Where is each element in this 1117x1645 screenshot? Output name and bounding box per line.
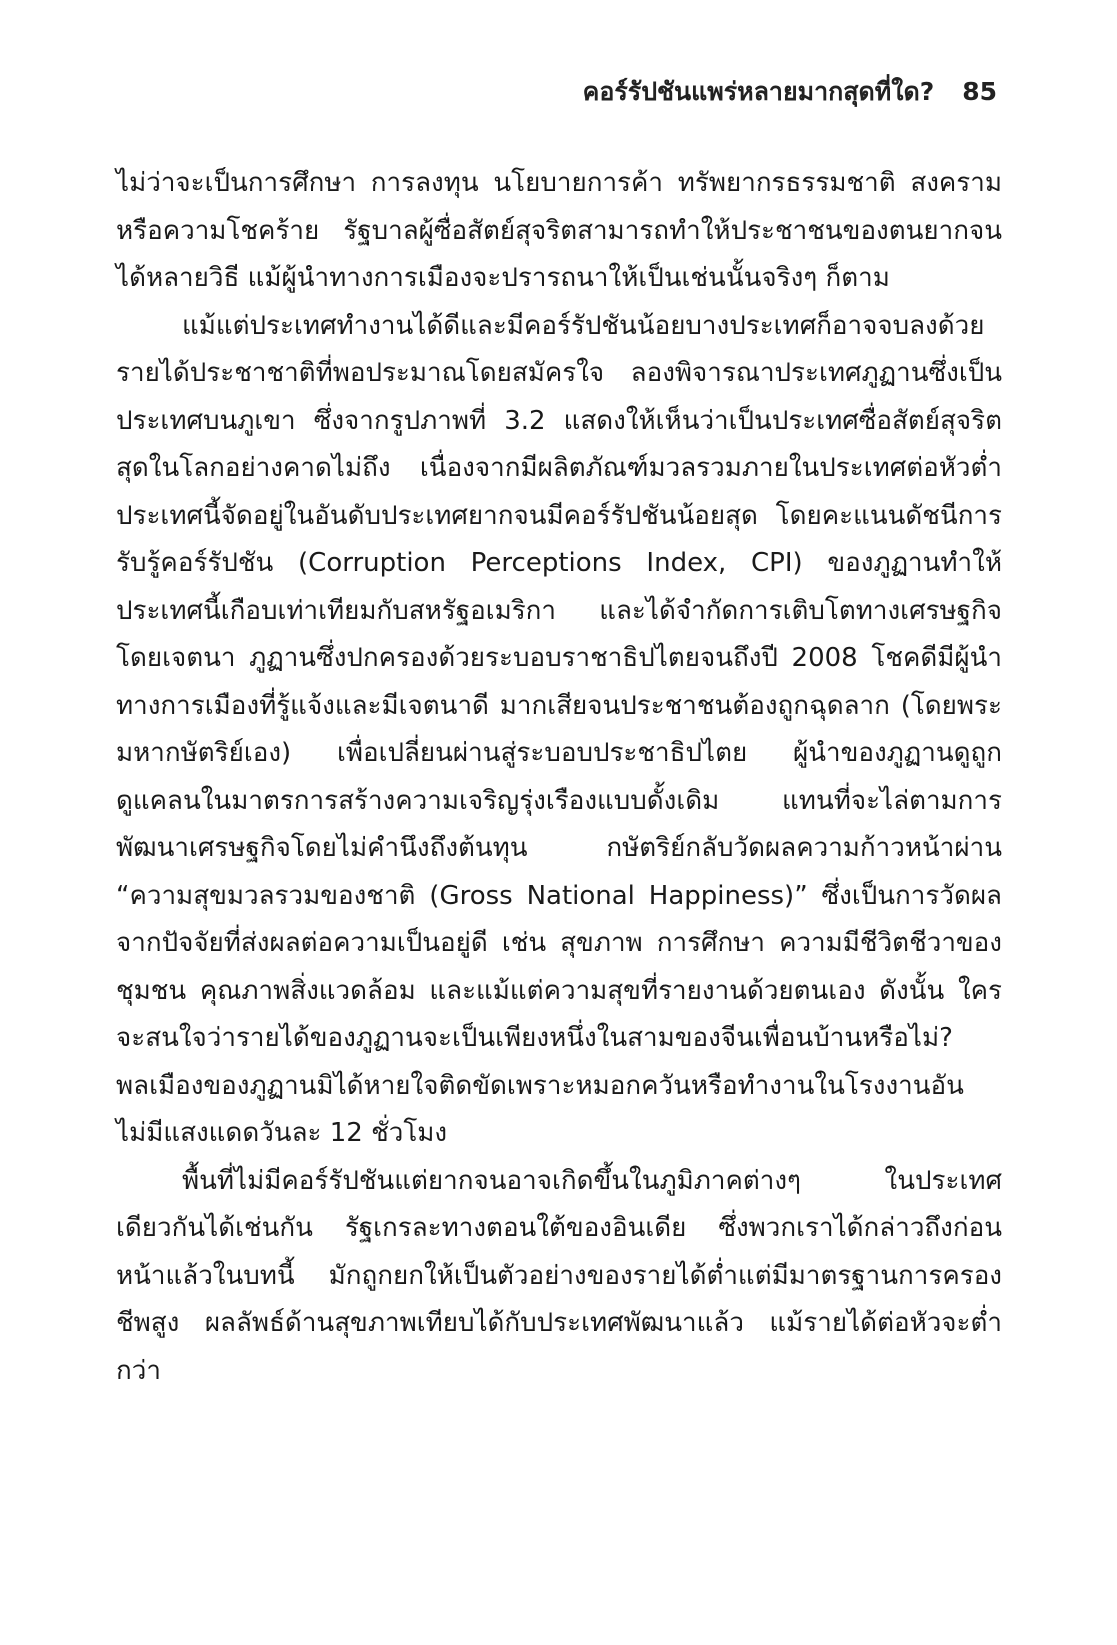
chapter-title: คอร์รัปชันแพร่หลายมากสุดที่ใด? [582, 77, 935, 106]
body-text [116, 160, 1002, 1395]
paragraph-3: พื้นที่ไม่มีคอร์รัปชันแต่ยากจนอาจเกิดขึ้นในภูมิภาคต่างๆ ในประเทศเดียวกันได้เช่นกัน รัฐเกรละทางตอนใต้ของอินเดีย ซึ่งพวกเราได้กล่าวถึงก่อนหน้าแล้วในบทนี้ มักถูกยกให้เป็นตัวอย่างของรายได้ต่ำแต่มีมาตรฐานการครองชีพสูง ผลลัพธ์ด้านสุขภาพเทียบได้กับประเทศพัฒนาแล้ว แม้รายได้ต่อหัวจะต่ำกว่า [116, 1165, 1002, 1386]
paragraph-1: ไม่ว่าจะเป็นการศึกษา การลงทุน นโยบายการค้า ทรัพยากรธรรมชาติ สงคราม หรือความโชคร้าย รัฐบาลผู้ซื่อสัตย์สุจริตสามารถทำให้ประชาชนของตนยากจนได้หลายวิธี แม้ผู้นำทางการเมืองจะปรารถนาให้เป็นเช่นนั้นจริงๆ ก็ตาม [116, 168, 1002, 293]
running-header [583, 72, 997, 112]
paragraph-2: แม้แต่ประเทศทำงานได้ดีและมีคอร์รัปชันน้อยบางประเทศก็อาจจบลงด้วยรายได้ประชาชาติที่พอประมาณโดยสมัครใจ ลองพิจารณาประเทศภูฏานซึ่งเป็นประเทศบนภูเขา ซึ่งจากรูปภาพที่ 3.2 แสดงให้เห็นว่าเป็นประเทศซื่อสัตย์สุจริตสุดในโลกอย่างคาดไม่ถึง เนื่องจากมีผลิตภัณฑ์มวลรวมภายในประเทศต่อหัวต่ำประเทศนี้จัดอยู่ในอันดับประเทศยากจนมีคอร์รัปชันน้อยสุด โดยคะแนนดัชนีการรับรู้คอร์รัปชัน (Corruption Perceptions Index, CPI) ของภูฏานทำให้ประเทศนี้เกือบเท่าเทียมกับสหรัฐอเมริกา และได้จำกัดการเติบโตทางเศรษฐกิจโดยเจตนา ภูฏานซึ่งปกครองด้วยระบอบราชาธิปไตยจนถึงปี 2008 โชคดีมีผู้นำทางการเมืองที่รู้แจ้งและมีเจตนาดี มากเสียจนประชาชนต้องถูกฉุดลาก (โดยพระมหากษัตริย์เอง) เพื่อเปลี่ยนผ่านสู่ระบอบประชาธิปไตย ผู้นำของภูฏานดูถูกดูแคลนในมาตรการสร้างความเจริญรุ่งเรืองแบบดั้งเดิม แทนที่จะไล่ตามการพัฒนาเศรษฐกิจโดยไม่คำนึงถึงต้นทุน กษัตริย์กลับวัดผลความก้าวหน้าผ่าน “ความสุขมวลรวมของชาติ (Gross National Happiness)” ซึ่งเป็นการวัดผลจากปัจจัยที่ส่งผลต่อความเป็นอยู่ดี เช่น สุขภาพ การศึกษา ความมีชีวิตชีวาของชุมชน คุณภาพสิ่งแวดล้อม และแม้แต่ความสุขที่รายงานด้วยตนเอง ดังนั้น ใครจะสนใจว่ารายได้ของภูฏานจะเป็นเพียงหนึ่งในสามของจีนเพื่อนบ้านหรือไม่? พลเมืองของภูฏานมิได้หายใจติดขัดเพราะหมอกควันหรือทำงานในโรงงานอันไม่มีแสงแดดวันละ 12 ชั่วโมง [116, 310, 1002, 1148]
page-number: 85 [962, 77, 997, 106]
